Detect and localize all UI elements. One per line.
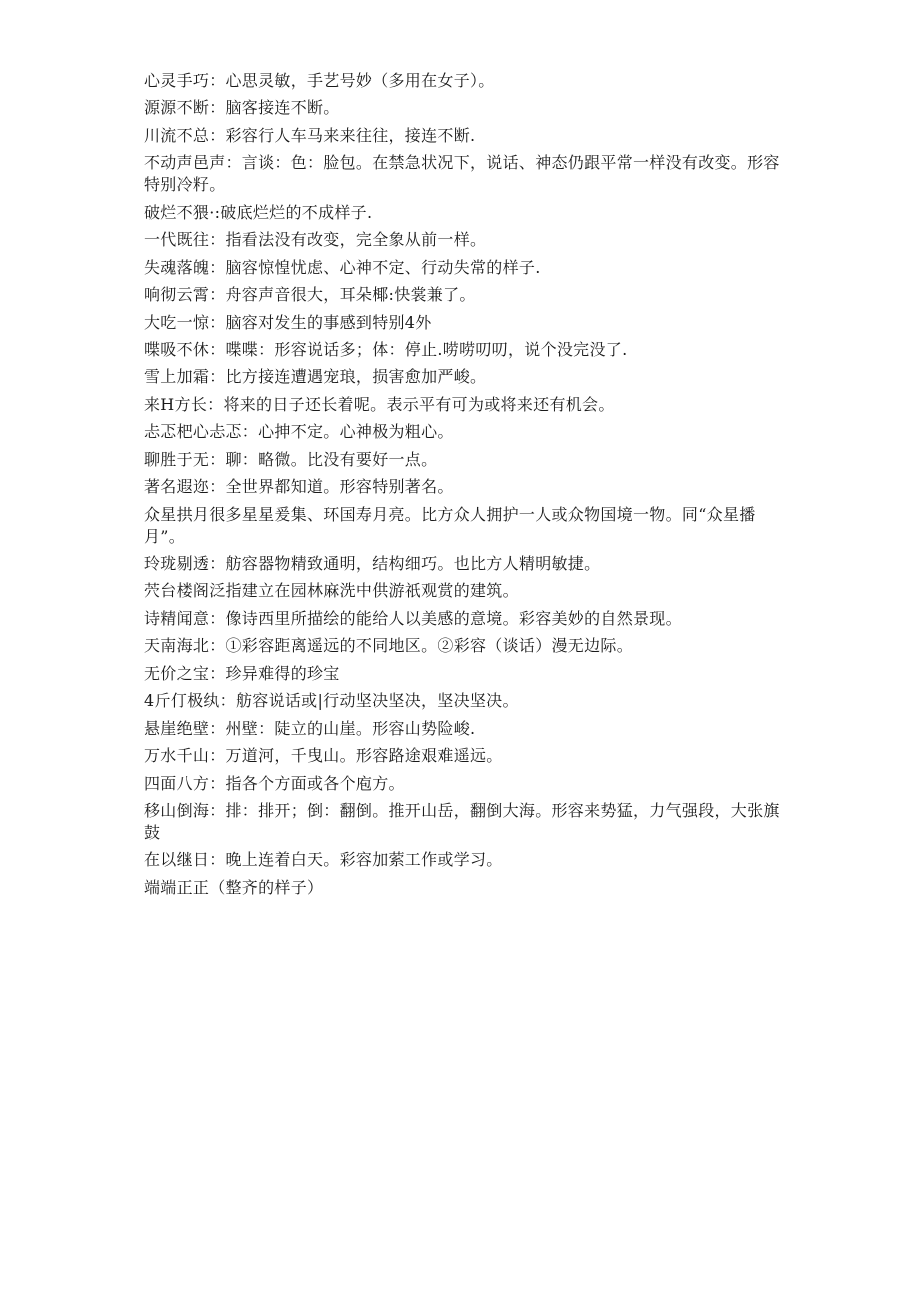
idiom-list	[144, 70, 784, 904]
idiom-entry: 喋吸不休：喋喋：形容说话多；体：停止.唠唠叨叨，说个没完没了.	[144, 339, 628, 359]
idiom-entry: 无价之宝：珍异难得的珍宝	[144, 663, 340, 683]
idiom-entry: 心灵手巧：心思灵敏，手艺号妙（多用在女子）。	[144, 71, 495, 90]
idiom-entry: 众星拱月很多星星爰集、环国寿月亮。比方众人拥护一人或众物国境一物。同“众星播月”。	[144, 504, 756, 546]
idiom-entry: 大吃一惊：脑容对发生的事感到特别4外	[144, 312, 432, 332]
idiom-entry: 一代既往：指看法没有改变，完全象从前一样。	[144, 230, 487, 250]
idiom-entry: 聊胜于无：聊：略微。比没有要好一点。	[144, 449, 438, 469]
idiom-entry: 在以继日：晚上连着白天。彩容加萦工作或学习。	[144, 850, 503, 870]
idiom-entry: 忐忑杷心忐忑：心抻不定。心神极为粗心。	[144, 422, 454, 442]
idiom-entry: 玲珑剔透：舫容器物精致通明，结构细巧。也比方人精明敏捷。	[144, 554, 601, 573]
idiom-entry: 响彻云霄：舟容声音很大，耳朵椰:快裳兼了。	[144, 285, 476, 305]
idiom-entry: 悬崖绝壁：州壁：陡立的山崖。形容山势险峻.	[144, 718, 476, 738]
idiom-entry: 源源不断：脑客接连不断。	[144, 98, 340, 118]
idiom-entry: 诗精闻意：像诗西里所描绘的能给人以美感的意境。彩容美妙的自然景现。	[144, 608, 682, 628]
idiom-entry: 万水千山：万道河，千曳山。形容路途艰难遥远。	[144, 746, 503, 766]
idiom-entry: 雪上加霜：比方接连遭遇宠琅，损害愈加严峻。	[144, 367, 487, 387]
idiom-entry: 著名遐迩：全世界都知道。形容特别著名。	[144, 477, 454, 497]
idiom-entry: 失魂落魄：脑容惊惶忧虑、心神不定、行动失常的样子.	[144, 257, 541, 277]
idiom-entry: 端端正正（整齐的样子）	[144, 877, 324, 897]
idiom-entry: 四面八方：指各个方面或各个庖方。	[144, 773, 405, 793]
idiom-entry: 川流不总：彩容行人车马来来往往，接连不断.	[144, 125, 476, 145]
idiom-entry: 4斤仃极纨：舫容说话或|行动坚决坚决，坚决坚决。	[144, 691, 519, 711]
idiom-entry: 不动声邑声：言谈：色：脸包。在禁急状况下，说话、神态仍跟平常一样没有改变。形容特别冷籽。	[144, 153, 780, 195]
idiom-entry: 移山倒海：排：排开；倒：翻倒。推开山岳，翻倒大海。形容来势猛，力气强段，大张旗鼓	[144, 800, 780, 842]
idiom-entry: 天南海北：①彩容距离遥远的不同地区。②彩容（谈话）漫无边际。	[144, 636, 634, 656]
idiom-entry: 茓台楼阁泛指建立在园林麻洗中供游祇观赏的建筑。	[144, 581, 519, 601]
idiom-entry: 破烂不猥·:破底烂烂的不成样子.	[144, 202, 373, 222]
idiom-entry: 来H方长：将来的日子还长着呢。表示平有可为或将来还有机会。	[144, 394, 615, 414]
